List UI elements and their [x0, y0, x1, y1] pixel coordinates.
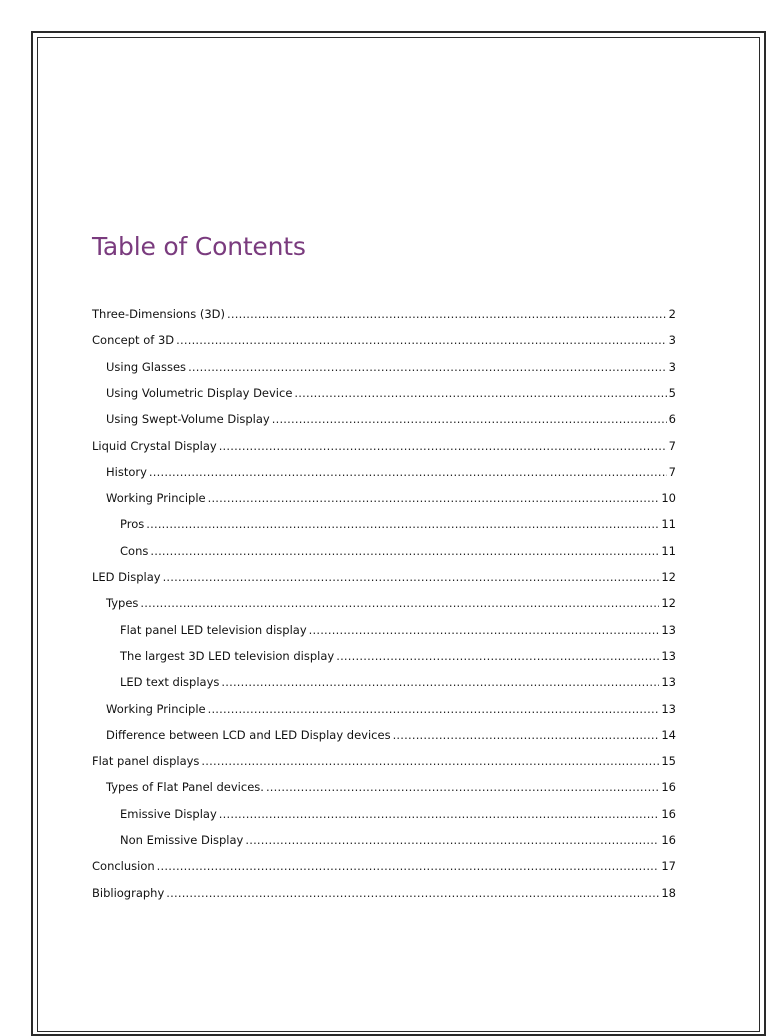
toc-dot-leader — [140, 595, 659, 611]
toc-entry-label: Types of Flat Panel devices. — [106, 780, 264, 795]
toc-entry[interactable] — [106, 701, 676, 717]
toc-dot-leader — [176, 332, 667, 348]
toc-entry-label: The largest 3D LED television display — [120, 648, 335, 663]
toc-entry[interactable] — [106, 595, 676, 611]
toc-entry-page: 3 — [668, 333, 676, 348]
toc-entry-label: Conclusion — [92, 859, 155, 874]
toc-entry-page: 10 — [661, 491, 676, 506]
toc-dot-leader — [157, 858, 660, 874]
toc-entry-page: 13 — [661, 622, 676, 637]
toc-dot-leader — [266, 779, 659, 795]
toc-entry[interactable] — [106, 779, 676, 795]
toc-entry-label: History — [106, 464, 147, 479]
toc-entry[interactable] — [106, 464, 676, 480]
toc-dot-leader — [309, 622, 660, 638]
toc-entry[interactable] — [120, 806, 676, 822]
toc-entry-label: Types — [106, 596, 139, 611]
toc-entry[interactable] — [120, 674, 676, 690]
toc-entry-label: Flat panel LED television display — [120, 622, 307, 637]
toc-entry-page: 7 — [668, 464, 676, 479]
toc-entry-page: 11 — [661, 543, 676, 558]
toc-dot-leader — [245, 832, 659, 848]
toc-entry-page: 17 — [661, 859, 676, 874]
toc-entry-label: Pros — [120, 517, 145, 532]
toc-entry-page: 3 — [668, 359, 676, 374]
toc-dot-leader — [272, 411, 667, 427]
toc-dot-leader — [208, 701, 660, 717]
toc-entry-label: Bibliography — [92, 885, 165, 900]
toc-entry-page: 16 — [661, 780, 676, 795]
toc-entry-label: Using Glasses — [106, 359, 187, 374]
toc-entry-label: Using Volumetric Display Device — [106, 385, 293, 400]
toc-entry[interactable] — [92, 858, 676, 874]
toc-dot-leader — [393, 727, 660, 743]
toc-entry-label: Working Principle — [106, 701, 206, 716]
toc-dot-leader — [221, 674, 659, 690]
toc-dot-leader — [166, 885, 659, 901]
toc-entry-label: Cons — [120, 543, 149, 558]
toc-entry-label: Using Swept-Volume Display — [106, 412, 270, 427]
toc-dot-leader — [219, 438, 667, 454]
toc-entry-page: 18 — [661, 885, 676, 900]
page-border-inner — [37, 37, 760, 1032]
toc-entry[interactable] — [92, 332, 676, 348]
toc-dot-leader — [219, 806, 660, 822]
toc-entry[interactable] — [92, 569, 676, 585]
toc-entry[interactable] — [120, 543, 676, 559]
toc-dot-leader — [188, 359, 667, 375]
toc-dot-leader — [294, 385, 666, 401]
toc-entry-page: 15 — [661, 754, 676, 769]
toc-entry[interactable] — [106, 411, 676, 427]
toc-dot-leader — [163, 569, 660, 585]
toc-entry-label: LED text displays — [120, 675, 220, 690]
toc-dot-leader — [150, 543, 659, 559]
toc-entry-page: 7 — [668, 438, 676, 453]
toc-entry-label: LED Display — [92, 570, 161, 584]
toc-dot-leader — [208, 490, 660, 506]
toc-entry[interactable] — [106, 385, 676, 401]
toc-entry-page: 16 — [661, 806, 676, 821]
toc-entry-page: 2 — [668, 307, 676, 321]
toc-entry[interactable] — [92, 438, 676, 454]
toc-entry-label: Liquid Crystal Display — [92, 438, 217, 453]
toc-entry[interactable] — [120, 832, 676, 848]
toc-entry-page: 6 — [668, 412, 676, 427]
toc-entry-page: 13 — [661, 675, 676, 690]
toc-entry-page: 13 — [661, 701, 676, 716]
toc-entry[interactable] — [92, 753, 676, 769]
toc-entry[interactable] — [120, 622, 676, 638]
toc-entry-page: 12 — [661, 596, 676, 611]
toc-dot-leader — [201, 753, 659, 769]
toc-dot-leader — [336, 648, 659, 664]
toc-entry-label: Working Principle — [106, 491, 206, 506]
toc-entry-page: 13 — [661, 648, 676, 663]
toc-entry[interactable] — [106, 727, 676, 743]
toc-entry-label: Difference between LCD and LED Display devices — [106, 727, 391, 742]
toc-entry[interactable] — [120, 648, 676, 664]
toc-entry[interactable] — [92, 885, 676, 901]
toc-entry-label: Emissive Display — [120, 806, 217, 821]
toc-entry-label: Three-Dimensions (3D) — [92, 307, 226, 321]
toc-entry-page: 12 — [661, 570, 676, 584]
toc-entry-label: Non Emissive Display — [120, 833, 244, 847]
toc-entry-label: Concept of 3D — [92, 333, 175, 348]
toc-entry-page: 5 — [668, 385, 676, 400]
toc-entry-page: 11 — [661, 517, 676, 532]
toc-entry-page: 16 — [661, 833, 676, 847]
toc-dot-leader — [146, 516, 659, 532]
toc-entry[interactable] — [120, 516, 676, 532]
toc-entry[interactable] — [106, 490, 676, 506]
toc-entry-label: Flat panel displays — [92, 754, 200, 769]
toc-entry[interactable] — [92, 306, 676, 322]
toc-title: Table of Contents — [92, 232, 306, 261]
toc-entry[interactable] — [106, 359, 676, 375]
toc-entry-page: 14 — [661, 727, 676, 742]
toc-dot-leader — [149, 464, 667, 480]
toc-dot-leader — [227, 306, 667, 322]
